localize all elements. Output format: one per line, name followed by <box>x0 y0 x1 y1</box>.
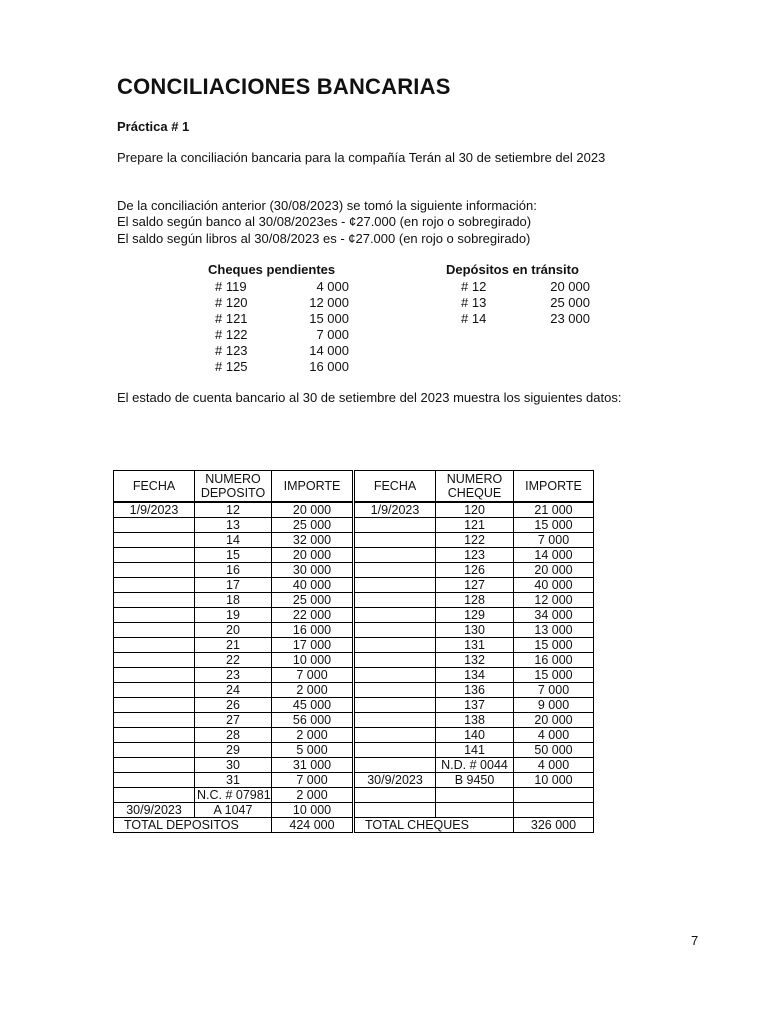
practice-heading: Práctica # 1 <box>117 119 190 134</box>
table-row <box>114 548 594 563</box>
prior-books-balance: El saldo según libros al 30/08/2023 es - ¢27.000 (en rojo o sobregirado) <box>117 231 531 246</box>
table-row <box>114 578 594 593</box>
deposit-date-cell <box>114 608 195 623</box>
cheque-date-cell <box>354 683 436 698</box>
deposit-number-cell: 29 <box>195 743 272 758</box>
cheque-number-cell: 136 <box>436 683 514 698</box>
deposit-date-cell <box>114 683 195 698</box>
pending-check-amount: 14 000 <box>309 343 349 358</box>
deposit-date-cell <box>114 518 195 533</box>
deposit-date-cell <box>114 743 195 758</box>
transit-deposit-amount: 23 000 <box>550 311 590 326</box>
pending-check-item <box>215 295 349 311</box>
prior-intro-text: De la conciliación anterior (30/08/2023) se tomó la siguiente información: <box>117 198 537 213</box>
deposit-amount-cell: 32 000 <box>272 533 354 548</box>
pending-check-number: # 123 <box>215 343 248 358</box>
deposit-amount-cell: 20 000 <box>272 502 354 518</box>
totals-row <box>114 818 594 833</box>
pending-check-item <box>215 327 349 343</box>
cheque-date-cell <box>354 713 436 728</box>
transit-deposit-amount: 20 000 <box>550 279 590 294</box>
table-row <box>114 683 594 698</box>
transit-deposit-item <box>461 295 590 311</box>
cheque-date-cell <box>354 803 436 818</box>
deposit-amount-cell: 2 000 <box>272 683 354 698</box>
statement-intro-text: El estado de cuenta bancario al 30 de setiembre del 2023 muestra los siguientes datos: <box>117 390 622 405</box>
header-numero-cheque: NUMERO CHEQUE <box>436 471 514 503</box>
deposit-amount-cell: 16 000 <box>272 623 354 638</box>
deposit-amount-cell: 45 000 <box>272 698 354 713</box>
deposit-number-cell: 22 <box>195 653 272 668</box>
deposit-amount-cell: 30 000 <box>272 563 354 578</box>
deposit-amount-cell: 22 000 <box>272 608 354 623</box>
cheque-date-cell: 1/9/2023 <box>354 502 436 518</box>
table-row <box>114 773 594 788</box>
deposit-date-cell <box>114 788 195 803</box>
cheque-date-cell <box>354 593 436 608</box>
deposit-number-cell: 17 <box>195 578 272 593</box>
deposit-date-cell: 1/9/2023 <box>114 502 195 518</box>
deposit-date-cell <box>114 548 195 563</box>
deposit-number-cell: 19 <box>195 608 272 623</box>
pending-check-amount: 12 000 <box>309 295 349 310</box>
deposit-amount-cell: 2 000 <box>272 788 354 803</box>
deposit-date-cell <box>114 773 195 788</box>
pending-check-amount: 15 000 <box>309 311 349 326</box>
header-importe-cheque: IMPORTE <box>514 471 594 503</box>
cheque-amount-cell: 12 000 <box>514 593 594 608</box>
deposit-amount-cell: 10 000 <box>272 653 354 668</box>
deposit-number-cell: 31 <box>195 773 272 788</box>
pending-check-item <box>215 343 349 359</box>
deposit-amount-cell: 2 000 <box>272 728 354 743</box>
cheque-amount-cell: 9 000 <box>514 698 594 713</box>
deposit-amount-cell: 7 000 <box>272 668 354 683</box>
table-row <box>114 698 594 713</box>
deposit-number-cell: 21 <box>195 638 272 653</box>
deposit-date-cell <box>114 728 195 743</box>
cheque-date-cell <box>354 548 436 563</box>
transit-deposit-number: # 14 <box>461 311 487 326</box>
cheque-date-cell <box>354 623 436 638</box>
deposit-date-cell <box>114 563 195 578</box>
cheque-amount-cell: 7 000 <box>514 533 594 548</box>
cheque-number-cell: 134 <box>436 668 514 683</box>
cheque-number-cell: 127 <box>436 578 514 593</box>
table-row <box>114 623 594 638</box>
cheque-number-cell: B 9450 <box>436 773 514 788</box>
deposit-number-cell: 15 <box>195 548 272 563</box>
deposit-number-cell: A 1047 <box>195 803 272 818</box>
deposit-amount-cell: 56 000 <box>272 713 354 728</box>
cheque-amount-cell: 15 000 <box>514 518 594 533</box>
cheque-amount-cell: 20 000 <box>514 713 594 728</box>
pending-check-number: # 125 <box>215 359 248 374</box>
instruction-text: Prepare la conciliación bancaria para la compañía Terán al 30 de setiembre del 2023 <box>117 150 606 165</box>
table-row <box>114 518 594 533</box>
total-deposits-value: 424 000 <box>272 818 354 833</box>
total-checks-value: 326 000 <box>514 818 594 833</box>
cheque-date-cell: 30/9/2023 <box>354 773 436 788</box>
cheque-date-cell <box>354 563 436 578</box>
pending-check-number: # 120 <box>215 295 248 310</box>
cheque-date-cell <box>354 728 436 743</box>
cheque-date-cell <box>354 668 436 683</box>
pending-check-number: # 121 <box>215 311 248 326</box>
table-row <box>114 502 594 518</box>
deposit-number-cell: 18 <box>195 593 272 608</box>
bank-statement-table <box>113 470 594 833</box>
cheque-amount-cell: 4 000 <box>514 728 594 743</box>
deposit-number-cell: 12 <box>195 502 272 518</box>
table-row <box>114 728 594 743</box>
cheque-date-cell <box>354 578 436 593</box>
table-row <box>114 608 594 623</box>
cheque-number-cell <box>436 803 514 818</box>
table-row <box>114 653 594 668</box>
table-row <box>114 668 594 683</box>
cheque-amount-cell: 4 000 <box>514 758 594 773</box>
transit-deposit-item <box>461 279 590 295</box>
pending-check-number: # 122 <box>215 327 248 342</box>
cheque-amount-cell: 14 000 <box>514 548 594 563</box>
cheque-number-cell: 121 <box>436 518 514 533</box>
cheque-number-cell: 126 <box>436 563 514 578</box>
cheque-date-cell <box>354 608 436 623</box>
deposit-amount-cell: 10 000 <box>272 803 354 818</box>
transit-deposit-number: # 13 <box>461 295 487 310</box>
pending-check-item <box>215 359 349 375</box>
deposit-number-cell: 20 <box>195 623 272 638</box>
cheque-number-cell: 138 <box>436 713 514 728</box>
deposit-date-cell <box>114 668 195 683</box>
table-row <box>114 563 594 578</box>
header-fecha-deposit: FECHA <box>114 471 195 503</box>
deposit-number-cell: 16 <box>195 563 272 578</box>
total-checks-label: TOTAL CHEQUES <box>354 818 514 833</box>
cheque-number-cell: 137 <box>436 698 514 713</box>
cheque-date-cell <box>354 743 436 758</box>
deposit-amount-cell: 7 000 <box>272 773 354 788</box>
pending-check-amount: 16 000 <box>309 359 349 374</box>
deposit-date-cell <box>114 758 195 773</box>
table-row <box>114 638 594 653</box>
deposit-date-cell <box>114 593 195 608</box>
cheque-amount-cell: 21 000 <box>514 502 594 518</box>
deposit-amount-cell: 5 000 <box>272 743 354 758</box>
deposit-number-cell: 27 <box>195 713 272 728</box>
pending-check-item <box>215 279 349 295</box>
cheque-amount-cell: 10 000 <box>514 773 594 788</box>
cheque-number-cell: 122 <box>436 533 514 548</box>
cheque-amount-cell <box>514 788 594 803</box>
total-deposits-label: TOTAL DEPOSITOS <box>114 818 272 833</box>
deposit-date-cell: 30/9/2023 <box>114 803 195 818</box>
table-header-row <box>114 471 594 503</box>
header-fecha-cheque: FECHA <box>354 471 436 503</box>
cheque-date-cell <box>354 638 436 653</box>
deposit-number-cell: 30 <box>195 758 272 773</box>
deposit-date-cell <box>114 638 195 653</box>
deposit-number-cell: 14 <box>195 533 272 548</box>
table-row <box>114 758 594 773</box>
cheque-number-cell: 141 <box>436 743 514 758</box>
deposit-amount-cell: 40 000 <box>272 578 354 593</box>
cheque-number-cell: 129 <box>436 608 514 623</box>
deposit-date-cell <box>114 623 195 638</box>
cheque-number-cell <box>436 788 514 803</box>
transit-deposit-amount: 25 000 <box>550 295 590 310</box>
cheque-date-cell <box>354 653 436 668</box>
cheque-number-cell: 120 <box>436 502 514 518</box>
cheque-number-cell: 140 <box>436 728 514 743</box>
deposit-number-cell: 23 <box>195 668 272 683</box>
pending-check-item <box>215 311 349 327</box>
header-numero-deposito: NUMERO DEPOSITO <box>195 471 272 503</box>
cheque-amount-cell: 7 000 <box>514 683 594 698</box>
deposits-transit-title: Depósitos en tránsito <box>446 262 579 277</box>
cheque-date-cell <box>354 758 436 773</box>
cheque-number-cell: 128 <box>436 593 514 608</box>
cheque-number-cell: 130 <box>436 623 514 638</box>
page-title: CONCILIACIONES BANCARIAS <box>117 74 451 99</box>
deposit-number-cell: N.C. # 07981 <box>195 788 272 803</box>
pending-check-amount: 4 000 <box>316 279 349 294</box>
cheque-date-cell <box>354 533 436 548</box>
table-row <box>114 788 594 803</box>
cheque-number-cell: 132 <box>436 653 514 668</box>
cheque-number-cell: 131 <box>436 638 514 653</box>
cheque-date-cell <box>354 518 436 533</box>
deposit-number-cell: 13 <box>195 518 272 533</box>
cheque-number-cell: N.D. # 0044 <box>436 758 514 773</box>
cheque-amount-cell: 15 000 <box>514 668 594 683</box>
cheque-amount-cell <box>514 803 594 818</box>
table-row <box>114 713 594 728</box>
deposit-amount-cell: 25 000 <box>272 593 354 608</box>
cheque-amount-cell: 20 000 <box>514 563 594 578</box>
deposit-amount-cell: 20 000 <box>272 548 354 563</box>
cheque-date-cell <box>354 788 436 803</box>
transit-deposit-item <box>461 311 590 327</box>
deposit-date-cell <box>114 533 195 548</box>
cheque-date-cell <box>354 698 436 713</box>
deposit-date-cell <box>114 713 195 728</box>
cheque-amount-cell: 13 000 <box>514 623 594 638</box>
deposit-date-cell <box>114 578 195 593</box>
cheque-amount-cell: 50 000 <box>514 743 594 758</box>
table-row <box>114 803 594 818</box>
deposit-number-cell: 24 <box>195 683 272 698</box>
prior-bank-balance: El saldo según banco al 30/08/2023es - ¢27.000 (en rojo o sobregirado) <box>117 214 532 229</box>
table-row <box>114 533 594 548</box>
pending-check-number: # 119 <box>215 279 247 294</box>
pending-check-amount: 7 000 <box>316 327 349 342</box>
deposit-number-cell: 28 <box>195 728 272 743</box>
page-number: 7 <box>691 933 699 948</box>
table-row <box>114 593 594 608</box>
deposit-date-cell <box>114 698 195 713</box>
transit-deposit-number: # 12 <box>461 279 487 294</box>
table-row <box>114 743 594 758</box>
deposit-amount-cell: 25 000 <box>272 518 354 533</box>
cheque-amount-cell: 34 000 <box>514 608 594 623</box>
deposit-amount-cell: 31 000 <box>272 758 354 773</box>
cheque-number-cell: 123 <box>436 548 514 563</box>
deposit-amount-cell: 17 000 <box>272 638 354 653</box>
header-importe-deposit: IMPORTE <box>272 471 354 503</box>
pending-checks-title: Cheques pendientes <box>208 262 336 277</box>
cheque-amount-cell: 40 000 <box>514 578 594 593</box>
cheque-amount-cell: 16 000 <box>514 653 594 668</box>
deposit-date-cell <box>114 653 195 668</box>
cheque-amount-cell: 15 000 <box>514 638 594 653</box>
deposit-number-cell: 26 <box>195 698 272 713</box>
